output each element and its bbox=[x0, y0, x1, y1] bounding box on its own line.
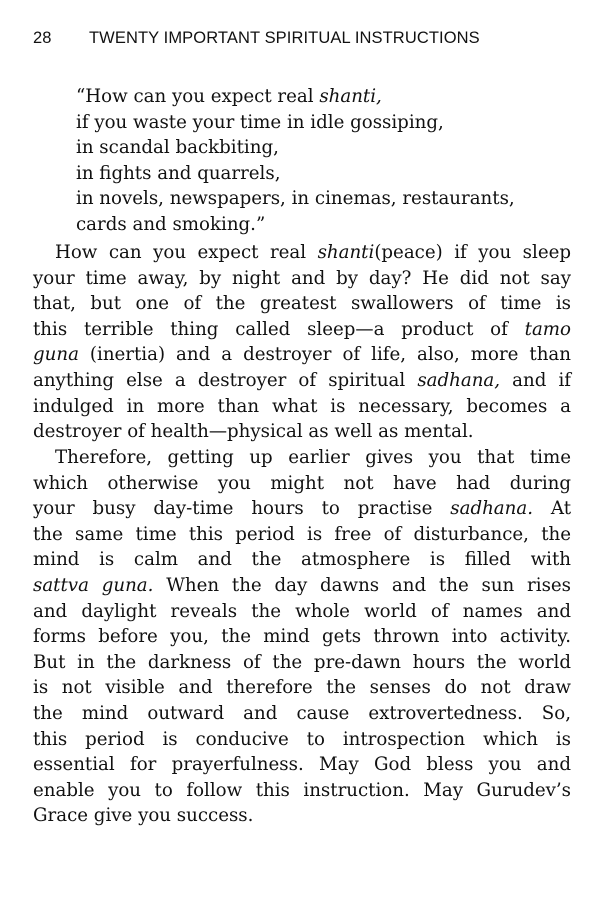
running-head bbox=[33, 29, 573, 48]
verse-line: if you waste your time in idle gossiping, bbox=[76, 111, 444, 133]
verse-emphasis: shanti, bbox=[319, 86, 382, 107]
line-text: this terrible thing called sleep—a product of bbox=[33, 318, 525, 340]
paragraph-line: and daylight reveals the whole world of names and bbox=[33, 600, 571, 622]
term-emphasis: shanti bbox=[317, 242, 375, 263]
term-emphasis: sattva guna. bbox=[33, 574, 154, 596]
quoted-verse bbox=[76, 84, 586, 238]
running-head-title: TWENTY IMPORTANT SPIRITUAL INSTRUCTIONS bbox=[89, 29, 480, 47]
paragraph-line: the same time this period is free of disturbance, the bbox=[33, 523, 571, 545]
line-text: How can you expect real bbox=[55, 242, 318, 263]
paragraph-line bbox=[33, 573, 571, 599]
line-text: your busy day-time hours to practise bbox=[33, 498, 451, 520]
paragraph-line bbox=[33, 240, 571, 266]
verse-line: in fights and quarrels, bbox=[76, 162, 281, 184]
paragraph-line: that, but one of the greatest swallowers of time is bbox=[33, 293, 571, 315]
line-text: anything else a destroyer of spiritual bbox=[33, 369, 418, 391]
paragraph-line: enable you to follow this instruction. May Gurudev’s bbox=[33, 779, 571, 801]
line-text: When the day dawns and the sun rises bbox=[153, 574, 571, 596]
line-text: (peace) if you sleep bbox=[374, 242, 571, 263]
page-number: 28 bbox=[33, 29, 52, 47]
term-emphasis: sadhana, bbox=[417, 369, 501, 391]
line-text: (inertia) and a destroyer of life, also, more than bbox=[78, 344, 571, 366]
paragraph-line: mind is calm and the atmosphere is filled with bbox=[33, 549, 571, 571]
paragraph-line bbox=[33, 342, 571, 368]
paragraph-line: is not visible and therefore the senses do not draw bbox=[33, 677, 571, 699]
paragraph-line: indulged in more than what is necessary, becomes a bbox=[33, 395, 571, 417]
paragraph-line bbox=[33, 317, 571, 343]
paragraph-line bbox=[33, 496, 571, 522]
line-text: At bbox=[532, 498, 572, 520]
paragraph-line: your time away, by night and by day? He did not say bbox=[33, 267, 571, 289]
verse-line: cards and smoking.” bbox=[76, 213, 266, 235]
term-emphasis: guna bbox=[33, 344, 79, 366]
paragraph-line: Therefore, getting up earlier gives you that time bbox=[55, 447, 571, 468]
paragraph-early-rising bbox=[33, 445, 571, 829]
paragraph-sleep bbox=[33, 240, 571, 445]
paragraph-line: forms before you, the mind gets thrown into activity. bbox=[33, 626, 571, 648]
paragraph-line: this period is conducive to introspection which is bbox=[33, 728, 571, 750]
verse-text: “How can you expect real bbox=[76, 86, 320, 107]
paragraph-line: But in the darkness of the pre-dawn hours the world bbox=[33, 651, 571, 673]
term-emphasis: sadhana. bbox=[450, 498, 533, 520]
paragraph-line: the mind outward and cause extrovertedness. So, bbox=[33, 702, 571, 724]
paragraph-line: essential for prayerfulness. May God bless you and bbox=[33, 754, 571, 776]
paragraph-line: which otherwise you might not have had during bbox=[33, 472, 571, 494]
verse-line bbox=[76, 84, 586, 110]
term-emphasis: tamo bbox=[524, 318, 571, 340]
paragraph-line: destroyer of health—physical as well as mental. bbox=[33, 421, 474, 443]
verse-line: in novels, newspapers, in cinemas, restaurants, bbox=[76, 188, 515, 210]
line-text: and if bbox=[500, 369, 572, 391]
paragraph-line: Grace give you success. bbox=[33, 805, 254, 827]
verse-line: in scandal backbiting, bbox=[76, 137, 279, 159]
paragraph-line bbox=[33, 368, 571, 394]
